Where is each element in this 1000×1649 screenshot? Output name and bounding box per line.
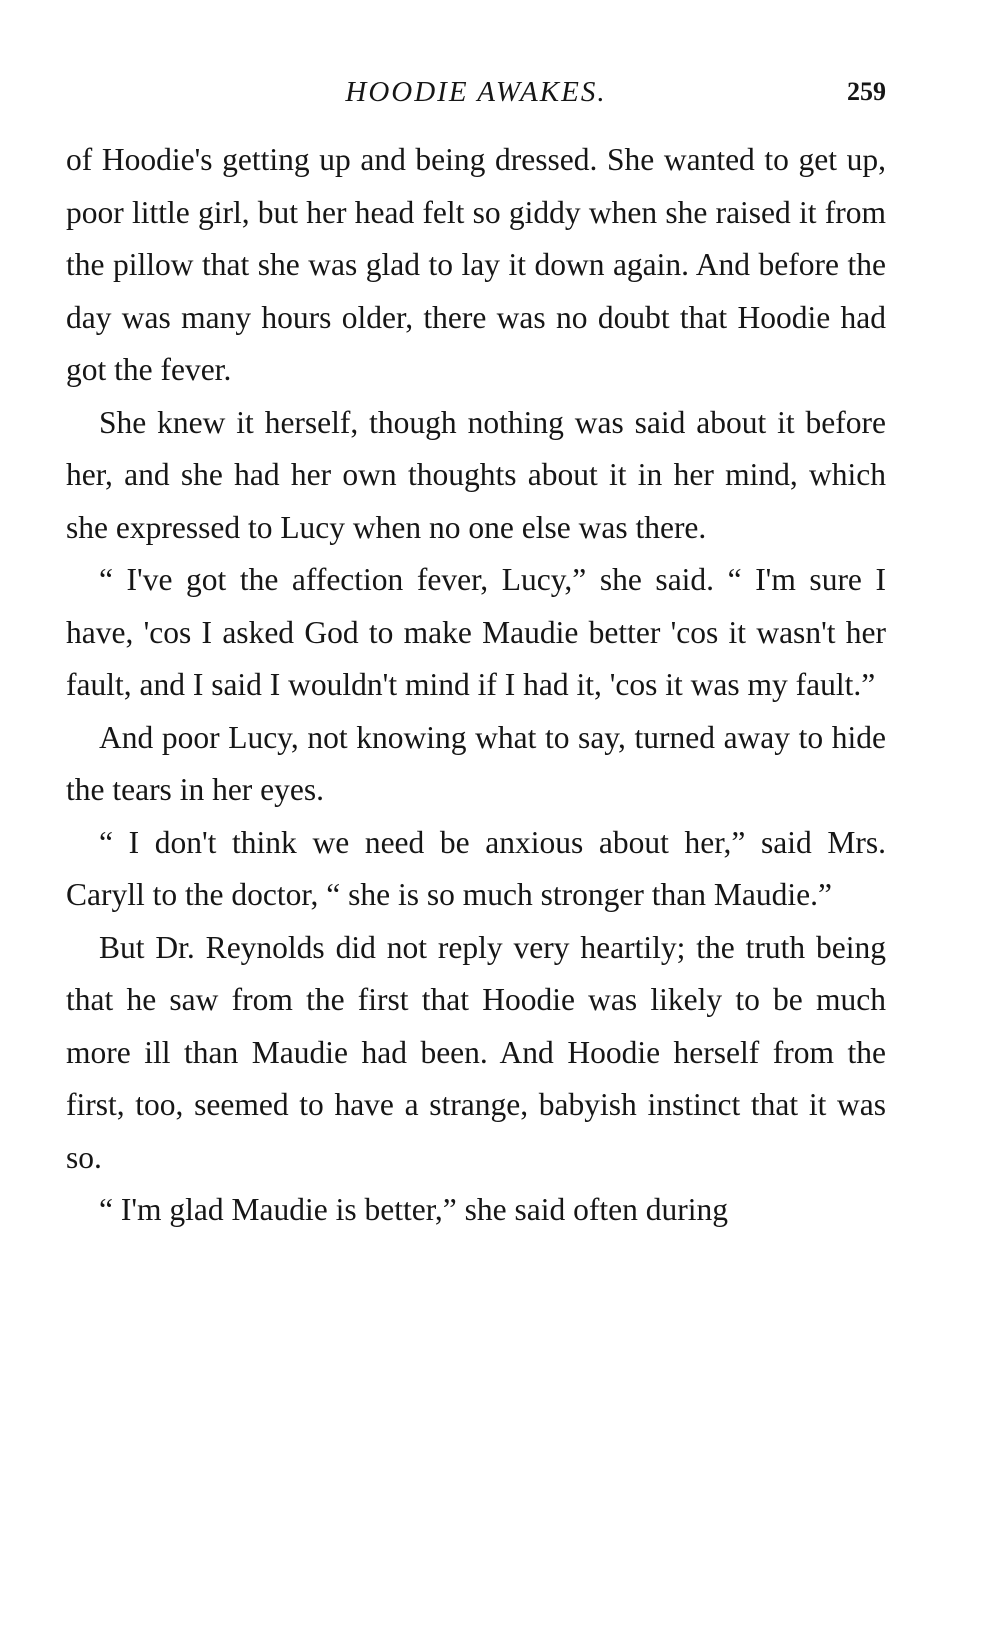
paragraph: “ I don't think we need be anxious about her,” said Mrs. Caryll to the doctor, “ she is so much stronger than Maudie.” xyxy=(66,824,886,912)
paragraph: “ I've got the affection fever, Lucy,” she said. “ I'm sure I have, 'cos I asked God to make Maudie better 'cos it wasn't her fault, and I said I wouldn't mind if I had it, 'cos it was my fault.” xyxy=(66,562,886,702)
paragraph-continued: of Hoodie's getting up and being dressed. She wanted to get up, poor little girl, but her head felt so giddy when she raised it from the pillow that she was glad to lay it down again. And before the day was many hours older, there was no doubt that Hoodie had got the fever. xyxy=(66,142,886,387)
paragraph: But Dr. Reynolds did not reply very heartily; the truth being that he saw from the first that Hoodie was likely to be much more ill than Maudie had been. And Hoodie herself from the first, too, seemed to have a strange, babyish instinct that it was so. xyxy=(66,929,886,1175)
paragraph-continues: “ I'm glad Maudie is better,” she said often during xyxy=(99,1192,728,1227)
page-number: 259 xyxy=(847,77,886,106)
paragraph: She knew it herself, though nothing was said about it before her, and she had her own thoughts about it in her mind, which she expressed to Lucy when no one else was there. xyxy=(66,404,886,545)
running-title: HOODIE AWAKES. xyxy=(345,76,607,108)
paragraph: And poor Lucy, not knowing what to say, turned away to hide the tears in her eyes. xyxy=(66,719,886,807)
running-head xyxy=(66,76,886,116)
text-body xyxy=(66,134,886,1237)
